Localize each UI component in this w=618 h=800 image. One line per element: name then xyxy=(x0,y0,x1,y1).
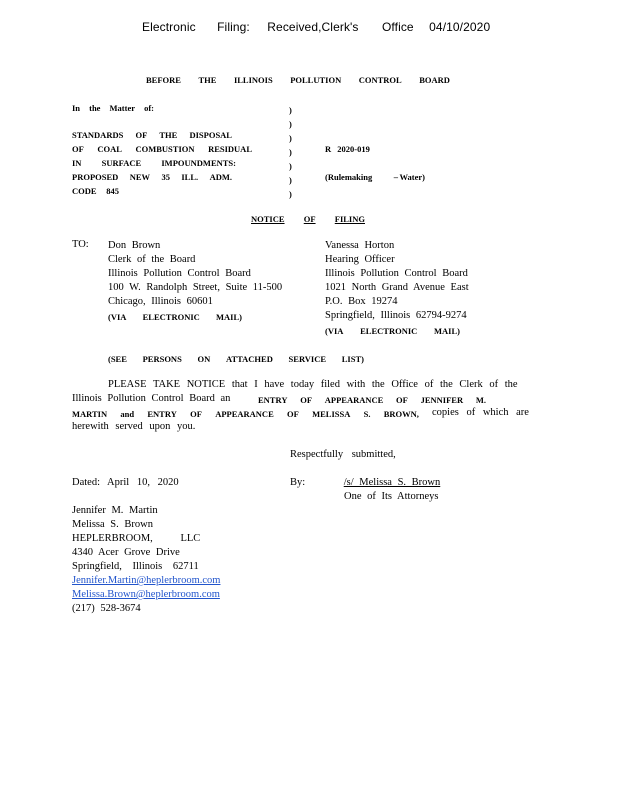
body-line-2a: Illinois Pollution Control Board an xyxy=(72,393,231,404)
signature: /s/ Melissa S. Brown xyxy=(343,477,441,488)
firm-word: LLC xyxy=(180,533,201,544)
caption-word: COAL xyxy=(97,144,122,154)
matter-word: Matter xyxy=(109,103,135,113)
body-word: APPEARANCE xyxy=(215,409,274,419)
matter-intro xyxy=(72,103,154,113)
body-word: ENTRY xyxy=(147,409,177,419)
to-label: TO: xyxy=(72,239,89,250)
body-word: APPEARANCE xyxy=(324,395,384,405)
caption-word: IN xyxy=(72,158,82,168)
caption-word: RESIDUAL xyxy=(208,144,252,154)
filing-stamp xyxy=(142,20,490,34)
body-line-3a xyxy=(72,409,419,419)
body-word: OF xyxy=(300,395,313,405)
caption-word: DISPOSAL xyxy=(189,130,232,140)
caption-word: NEW xyxy=(129,172,151,182)
title-word: CONTROL xyxy=(358,75,402,85)
via-word: ELECTRONIC xyxy=(360,326,418,336)
body-word: JENNIFER xyxy=(420,395,464,405)
title-word: THE xyxy=(198,75,217,85)
body-word: MARTIN xyxy=(72,409,108,419)
see-word: ATTACHED xyxy=(225,354,273,364)
see-word: (SEE xyxy=(108,354,127,364)
rule-word: – xyxy=(393,172,398,182)
title-word: BEFORE xyxy=(146,75,181,85)
firm-word: HEPLERBROOM, xyxy=(72,533,153,544)
paren: ) xyxy=(289,133,292,143)
body-word: OF xyxy=(396,395,408,405)
body-word: OF xyxy=(190,409,202,419)
date-line: Dated: April 10, 2020 xyxy=(72,477,179,488)
address-line: 100 W. Randolph Street, Suite 11-500 xyxy=(108,282,283,293)
address-line: Hearing Officer xyxy=(325,254,395,265)
signature-line xyxy=(312,477,472,488)
body-word: MELISSA xyxy=(312,409,351,419)
see-word: SERVICE xyxy=(288,354,327,364)
attorney-name: Jennifer M. Martin xyxy=(72,505,158,516)
caption-word: COMBUSTION xyxy=(135,144,195,154)
paren: ) xyxy=(289,147,292,157)
caption-word: OF xyxy=(72,144,84,154)
caption-word: OF xyxy=(135,130,148,140)
rule-word: (Rulemaking xyxy=(325,172,373,182)
address-line: Clerk of the Board xyxy=(108,254,196,265)
address-line: Chicago, Illinois 60601 xyxy=(108,296,213,307)
stamp-word: Office xyxy=(381,20,414,34)
address-line: Springfield, Illinois 62794-9274 xyxy=(325,310,467,321)
address-line: Illinois Pollution Control Board xyxy=(108,268,251,279)
matter-word: of: xyxy=(144,103,154,113)
caption-bracket xyxy=(289,103,292,201)
caption-line xyxy=(72,172,232,182)
paren: ) xyxy=(289,105,292,115)
signature-block xyxy=(72,504,220,616)
firm-name xyxy=(72,532,220,546)
title-word: ILLINOIS xyxy=(233,75,273,85)
via-word: ELECTRONIC xyxy=(142,312,200,322)
address-line: P.O. Box 19274 xyxy=(325,296,398,307)
caption-line xyxy=(72,186,119,196)
via-email-right xyxy=(325,326,460,336)
notice-word: NOTICE xyxy=(251,214,285,224)
rule-word: Water) xyxy=(399,172,425,182)
firm-address: Springfield, Illinois 62711 xyxy=(72,561,199,572)
board-title xyxy=(146,75,450,85)
respectfully-submitted: Respectfully submitted, xyxy=(290,449,396,460)
stamp-word: Received,Clerk's xyxy=(267,20,359,34)
notice-word: FILING xyxy=(334,214,365,224)
address-line: 1021 North Grand Avenue East xyxy=(325,282,469,293)
via-email-left xyxy=(108,312,242,322)
recipient-left xyxy=(108,239,282,309)
caption-word: THE xyxy=(159,130,178,140)
body-word: S. xyxy=(363,409,371,419)
see-word: PERSONS xyxy=(142,354,182,364)
body-line-3b: copies of which are xyxy=(432,407,529,418)
email-link[interactable]: Melissa.Brown@heplerbroom.com xyxy=(72,589,220,600)
body-word: OF xyxy=(287,409,299,419)
via-word: MAIL) xyxy=(434,326,460,336)
service-list-note xyxy=(108,354,364,364)
rulemaking-label xyxy=(325,172,425,182)
body-word: ENTRY xyxy=(258,395,288,405)
via-word: MAIL) xyxy=(216,312,242,322)
firm-address: 4340 Acer Grove Drive xyxy=(72,547,180,558)
body-line-1: PLEASE TAKE NOTICE that I have today filed with the Office of the Clerk of the xyxy=(108,379,518,390)
caption-word: CODE xyxy=(72,186,97,196)
matter-word: the xyxy=(89,103,101,113)
caption-line xyxy=(72,130,232,140)
address-line: Don Brown xyxy=(108,240,161,251)
body-word: and xyxy=(120,409,135,419)
case-number: R 2020-019 xyxy=(325,144,370,154)
phone-number: (217) 528-3674 xyxy=(72,603,141,614)
via-word: (VIA xyxy=(325,326,344,336)
caption-word: SURFACE xyxy=(101,158,142,168)
caption-word: IMPOUNDMENTS: xyxy=(161,158,236,168)
paren: ) xyxy=(289,119,292,129)
stamp-word: Filing: xyxy=(217,20,250,34)
title-word: BOARD xyxy=(419,75,450,85)
caption-word: ADM. xyxy=(209,172,232,182)
caption-line xyxy=(72,144,252,154)
caption-word: 845 xyxy=(106,186,119,196)
matter-word: In xyxy=(72,103,81,113)
see-word: ON xyxy=(197,354,211,364)
address-line: Vanessa Horton xyxy=(325,240,395,251)
body-word: M. xyxy=(475,395,486,405)
attorney-name: Melissa S. Brown xyxy=(72,519,153,530)
stamp-word: Electronic xyxy=(142,20,196,34)
body-line-4: herewith served upon you. xyxy=(72,421,196,432)
title-word: POLLUTION xyxy=(290,75,342,85)
paren: ) xyxy=(289,189,292,199)
caption-word: ILL. xyxy=(181,172,199,182)
see-word: LIST) xyxy=(341,354,364,364)
paren: ) xyxy=(289,175,292,185)
caption-word: 35 xyxy=(161,172,170,182)
paren: ) xyxy=(289,161,292,171)
stamp-word: 04/10/2020 xyxy=(429,20,491,34)
caption-word: STANDARDS xyxy=(72,130,124,140)
attorneys-label: One of Its Attorneys xyxy=(344,491,439,502)
recipient-right xyxy=(325,239,469,323)
email-link[interactable]: Jennifer.Martin@heplerbroom.com xyxy=(72,575,221,586)
via-word: (VIA xyxy=(108,312,127,322)
body-word: BROWN, xyxy=(383,409,419,419)
notice-title xyxy=(251,214,365,224)
body-line-2b xyxy=(258,395,486,405)
by-label: By: xyxy=(290,477,306,488)
caption-line xyxy=(72,158,236,168)
notice-word: OF xyxy=(303,214,316,224)
address-line: Illinois Pollution Control Board xyxy=(325,268,468,279)
caption-word: PROPOSED xyxy=(72,172,119,182)
